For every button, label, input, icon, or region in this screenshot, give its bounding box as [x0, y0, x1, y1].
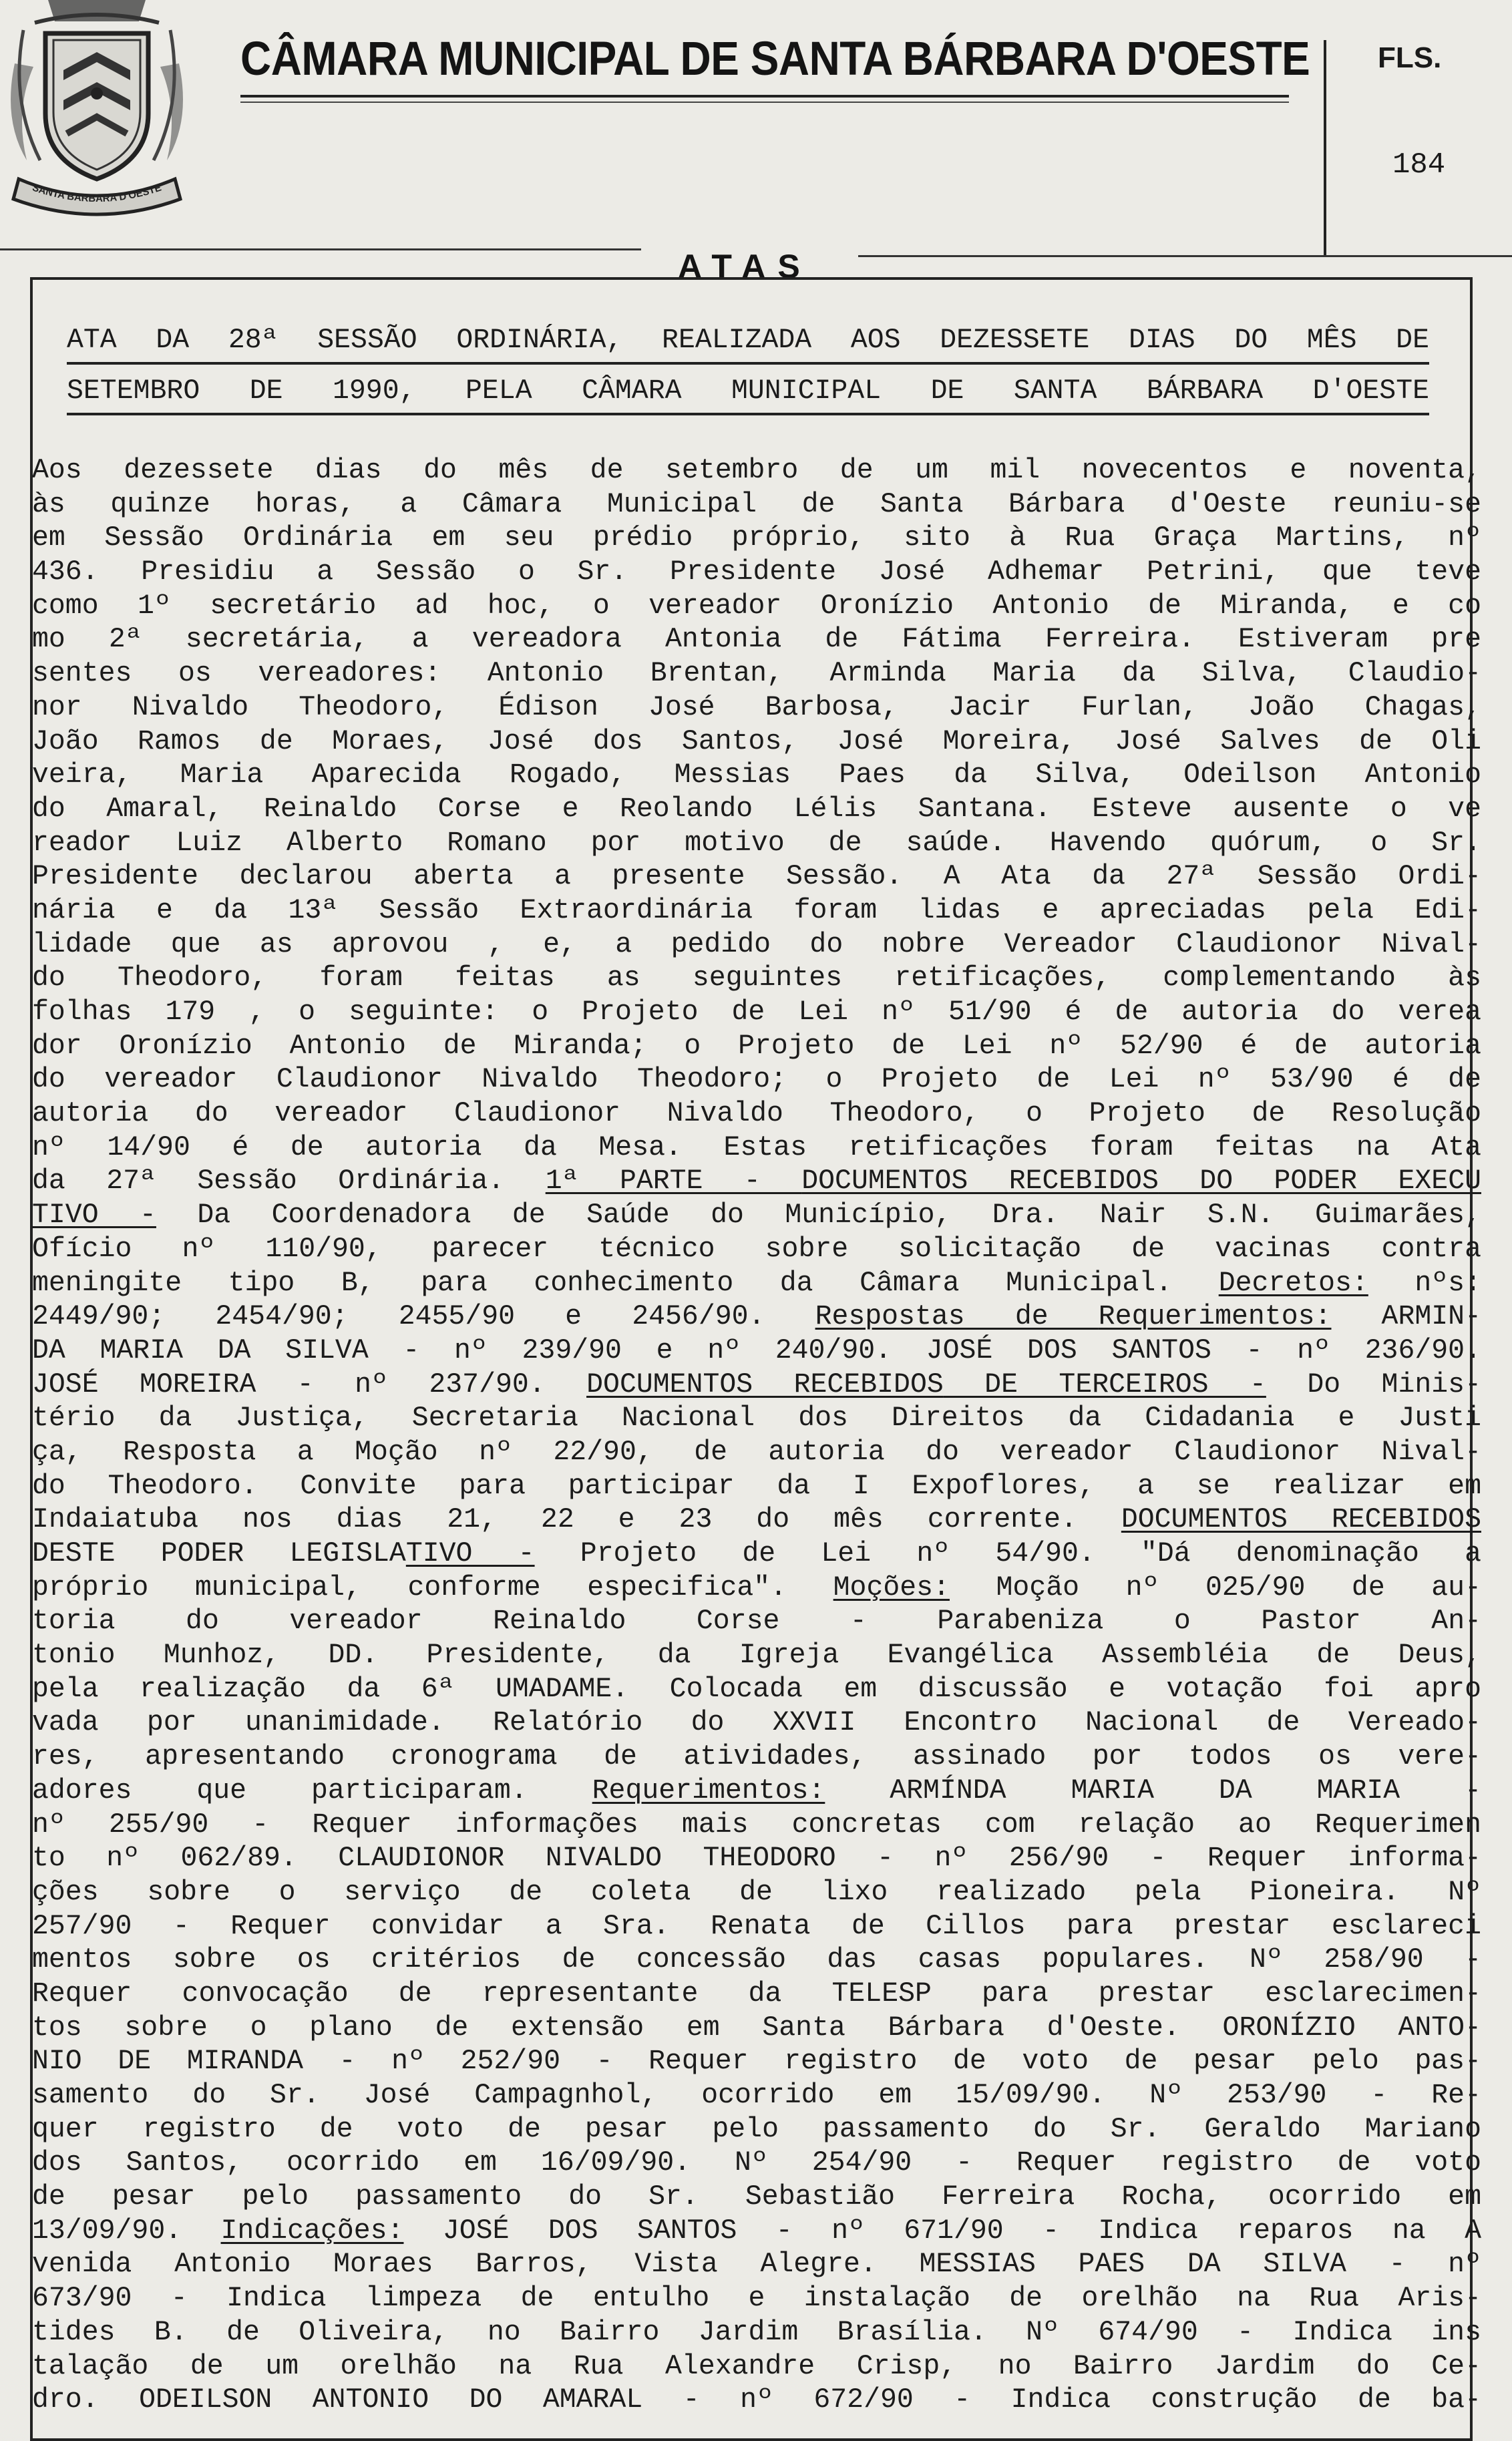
minutes-line: venida Antonio Moraes Barros, Vista Alegre. MESSIAS PAES DA SILVA - nº	[32, 2249, 1481, 2281]
minutes-line: meningite tipo B, para conhecimento da Câmara Municipal. Decretos: nºs:	[32, 1267, 1481, 1299]
sheet-label: FLS.	[1378, 41, 1442, 74]
minutes-line: adores que participaram. Requerimentos: ARMÍNDA MARIA DA MARIA -	[32, 1774, 1481, 1807]
minutes-body	[32, 454, 1481, 2418]
minutes-line: da 27ª Sessão Ordinária. 1ª PARTE - DOCUMENTOS RECEBIDOS DO PODER EXECU	[32, 1165, 1481, 1197]
minutes-line: 257/90 - Requer convidar a Sra. Renata de Cillos para prestar esclareci	[32, 1910, 1481, 1942]
minutes-line: talação de um orelhão na Rua Alexandre Crisp, no Bairro Jardim do Ce-	[32, 2350, 1481, 2382]
municipal-seal-icon	[0, 0, 194, 220]
minutes-line: do vereador Claudionor Nivaldo Theodoro; o Projeto de Lei nº 53/90 é de	[32, 1064, 1481, 1096]
minutes-line: Aos dezessete dias do mês de setembro de um mil novecentos e noventa,	[32, 455, 1481, 486]
minutes-line: toria do vereador Reinaldo Corse - Parabeniza o Pastor An-	[32, 1606, 1481, 1638]
minutes-line: em Sessão Ordinária em seu prédio próprio, sito à Rua Graça Martins, nº	[32, 522, 1481, 554]
minutes-line: do Theodoro. Convite para participar da I Expoflores, a se realizar em	[32, 1470, 1481, 1502]
minutes-line: próprio municipal, conforme especifica". Moções: Moção nº 025/90 de au-	[32, 1571, 1481, 1604]
minutes-line: de pesar pelo passamento do Sr. Sebastião Ferreira Rocha, ocorrido em	[32, 2181, 1481, 2213]
minutes-line: DESTE PODER LEGISLATIVO - Projeto de Lei nº 54/90. "Dá denominação a	[32, 1538, 1481, 1569]
minutes-line: do Theodoro, foram feitas as seguintes retificações, complementando às	[32, 962, 1481, 994]
minutes-line: sentes os vereadores: Antonio Brentan, Arminda Maria da Silva, Claudio-	[32, 658, 1481, 690]
minutes-line: tos sobre o plano de extensão em Santa Bárbara d'Oeste. ORONÍZIO ANTO-	[32, 2012, 1481, 2044]
minutes-line: às quinze horas, a Câmara Municipal de Santa Bárbara d'Oeste reuniu-se	[32, 488, 1481, 520]
minutes-line: vada por unanimidade. Relatório do XXVII Encontro Nacional de Vereado-	[32, 1707, 1481, 1739]
minutes-line: do Amaral, Reinaldo Corse e Reolando Lélis Santana. Esteve ausente o ve	[32, 793, 1481, 825]
minutes-title-line-2: SETEMBRO DE 1990, PELA CÂMARA MUNICIPAL DE SANTA BÁRBARA D'OESTE	[67, 365, 1429, 415]
minutes-line: nária e da 13ª Sessão Extraordinária foram lidas e apreciadas pela Edi-	[32, 894, 1481, 926]
minutes-line: nor Nivaldo Theodoro, Édison José Barbosa, Jacir Furlan, João Chagas,	[32, 691, 1481, 723]
minutes-line: dos Santos, ocorrido em 16/09/90. Nº 254/90 - Requer registro de voto	[32, 2147, 1481, 2179]
minutes-title-line-1: ATA DA 28ª SESSÃO ORDINÁRIA, REALIZADA AOS DEZESSETE DIAS DO MÊS DE	[67, 314, 1429, 365]
minutes-line: tonio Munhoz, DD. Presidente, da Igreja Evangélica Assembléia de Deus,	[32, 1640, 1481, 1672]
minutes-line: autoria do vereador Claudionor Nivaldo Theodoro, o Projeto de Resolução	[32, 1098, 1481, 1130]
minutes-line: tério da Justiça, Secretaria Nacional dos Direitos da Cidadania e Justi	[32, 1402, 1481, 1435]
section-rule-right	[858, 255, 1512, 257]
minutes-line: lidade que as aprovou , e, a pedido do nobre Vereador Claudionor Nival-	[32, 928, 1481, 960]
minutes-line: 673/90 - Indica limpeza de entulho e instalação de orelhão na Rua Aris-	[32, 2283, 1481, 2315]
seal-ribbon-text: SANTA BARBARA D'OESTE	[31, 182, 163, 205]
minutes-line: como 1º secretário ad hoc, o vereador Oronízio Antonio de Miranda, e co	[32, 590, 1481, 622]
minutes-line: mentos sobre os critérios de concessão das casas populares. Nº 258/90 -	[32, 1944, 1481, 1976]
minutes-line: dor Oronízio Antonio de Miranda; o Projeto de Lei nº 52/90 é de autoria	[32, 1030, 1481, 1062]
minutes-line: DA MARIA DA SILVA - nº 239/90 e nº 240/90. JOSÉ DOS SANTOS - nº 236/90.	[32, 1334, 1481, 1366]
minutes-line: Ofício nº 110/90, parecer técnico sobre solicitação de vacinas contra	[32, 1233, 1481, 1265]
minutes-line: Presidente declarou aberta a presente Sessão. A Ata da 27ª Sessão Ordi-	[32, 861, 1481, 893]
minutes-line: nº 14/90 é de autoria da Mesa. Estas retificações foram feitas na Ata	[32, 1131, 1481, 1163]
title-underline	[240, 95, 1289, 98]
minutes-line: veira, Maria Aparecida Rogado, Messias Paes da Silva, Odeilson Antonio	[32, 759, 1481, 791]
minutes-line: tides B. de Oliveira, no Bairro Jardim Brasília. Nº 674/90 - Indica ins	[32, 2316, 1481, 2348]
minutes-line: pela realização da 6ª UMADAME. Colocada em discussão e votação foi apro	[32, 1673, 1481, 1705]
chamber-title: CÂMARA MUNICIPAL DE SANTA BÁRBARA D'OESTE	[240, 33, 1310, 85]
minutes-line: JOSÉ MOREIRA - nº 237/90. DOCUMENTOS RECEBIDOS DE TERCEIROS - Do Minis-	[32, 1368, 1481, 1400]
minutes-line: reador Luiz Alberto Romano por motivo de saúde. Havendo quórum, o Sr.	[32, 827, 1481, 859]
header-vertical-divider	[1324, 40, 1326, 257]
minutes-line: NIO DE MIRANDA - nº 252/90 - Requer registro de voto de pesar pelo pas-	[32, 2046, 1481, 2078]
section-rule-left	[0, 248, 641, 250]
minutes-line: 2449/90; 2454/90; 2455/90 e 2456/90. Respostas de Requerimentos: ARMIN-	[32, 1301, 1481, 1333]
minutes-line: res, apresentando cronograma de atividades, assinado por todos os vere-	[32, 1741, 1481, 1773]
minutes-line: samento do Sr. José Campagnhol, ocorrido em 15/09/90. Nº 253/90 - Re-	[32, 2080, 1481, 2111]
minutes-line: ções sobre o serviço de coleta de lixo realizado pela Pioneira. Nº	[32, 1876, 1481, 1908]
document-header	[0, 0, 1512, 285]
minutes-line: Indaiatuba nos dias 21, 22 e 23 do mês corrente. DOCUMENTOS RECEBIDOS	[32, 1504, 1481, 1536]
minutes-line: João Ramos de Moraes, José dos Santos, José Moreira, José Salves de Oli	[32, 725, 1481, 757]
section-heading: ATAS	[678, 248, 812, 285]
minutes-line: 13/09/90. Indicações: JOSÉ DOS SANTOS - nº 671/90 - Indica reparos na A	[32, 2215, 1481, 2247]
minutes-line: TIVO - Da Coordenadora de Saúde do Município, Dra. Nair S.N. Guimarães,	[32, 1199, 1481, 1232]
title-underline-thin	[240, 102, 1289, 103]
minutes-line: to nº 062/89. CLAUDIONOR NIVALDO THEODORO - nº 256/90 - Requer informa-	[32, 1843, 1481, 1875]
minutes-title	[67, 314, 1429, 415]
minutes-line: ça, Resposta a Moção nº 22/90, de autoria do vereador Claudionor Nival-	[32, 1436, 1481, 1468]
minutes-line: mo 2ª secretária, a vereadora Antonia de Fátima Ferreira. Estiveram pre	[32, 624, 1481, 656]
sheet-number: 184	[1392, 148, 1446, 182]
minutes-line: Requer convocação de representante da TELESP para prestar esclarecimen-	[32, 1978, 1481, 2010]
minutes-line: folhas 179 , o seguinte: o Projeto de Lei nº 51/90 é de autoria do verea	[32, 996, 1481, 1028]
minutes-line: dro. ODEILSON ANTONIO DO AMARAL - nº 672/90 - Indica construção de ba-	[32, 2384, 1481, 2416]
minutes-line: nº 255/90 - Requer informações mais concretas com relação ao Requerimen	[32, 1809, 1481, 1841]
minutes-line: 436. Presidiu a Sessão o Sr. Presidente José Adhemar Petrini, que teve	[32, 556, 1481, 588]
minutes-line: quer registro de voto de pesar pelo passamento do Sr. Geraldo Mariano	[32, 2113, 1481, 2145]
